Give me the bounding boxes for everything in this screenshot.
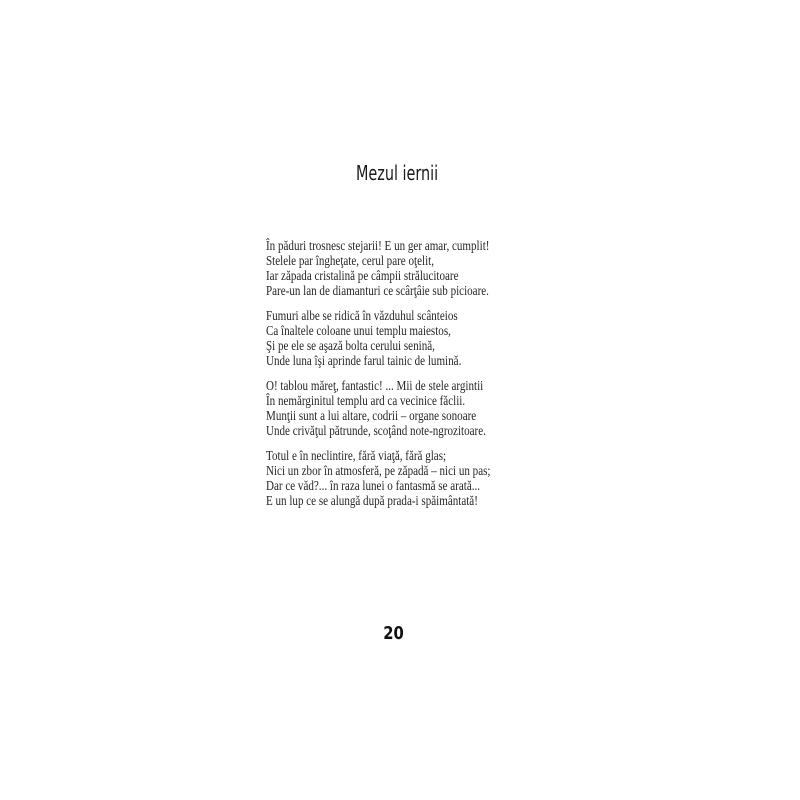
poem-line: O! tablou măreţ, fantastic! ... Mii de stele argintii	[266, 379, 484, 394]
poem-line: Nici un zbor în atmosferă, pe zăpadă – nici un pas;	[266, 464, 491, 479]
title-area	[0, 161, 794, 185]
poem-line: Unde luna îşi aprinde farul tainic de lumină.	[266, 354, 462, 369]
poem-line: E un lup ce se alungă după prada-i spăimântată!	[266, 494, 478, 509]
poem-line: Unde crivăţul pătrunde, scoţând note-ngrozitoare.	[266, 424, 486, 439]
poem-line: Munţii sunt a lui altare, codrii – organe sonoare	[266, 409, 477, 424]
page-number: 20	[383, 623, 405, 644]
stanza-4	[266, 449, 491, 509]
stanza-1	[266, 239, 491, 299]
poem	[266, 239, 491, 519]
poem-line: Ca înaltele coloane unui templu maiestos,	[266, 324, 451, 339]
poem-line: Dar ce văd?... în raza lunei o fantasmă se arată...	[266, 479, 481, 494]
poem-line: În nemărginitul templu ard ca vecinice făclii.	[266, 394, 466, 409]
poem-line: Fumuri albe se ridică în văzduhul scânteios	[266, 309, 458, 324]
stanza-3	[266, 379, 491, 439]
poem-line: Totul e în neclintire, fără viaţă, fără glas;	[266, 449, 447, 464]
poem-line: Pare-un lan de diamanturi ce scârţâie sub picioare.	[266, 284, 489, 299]
poem-line: Iar zăpada cristalină pe câmpii strălucitoare	[266, 269, 459, 284]
poem-line: Şi pe ele se aşază bolta cerului senină,	[266, 339, 435, 354]
footer	[0, 625, 788, 644]
stanza-2	[266, 309, 491, 369]
poem-line: Stelele par îngheţate, cerul pare oţelit,	[266, 254, 434, 269]
poem-line: În păduri trosnesc stejarii! E un ger amar, cumplit!	[266, 239, 490, 254]
page-title: Mezul iernii	[355, 161, 439, 185]
